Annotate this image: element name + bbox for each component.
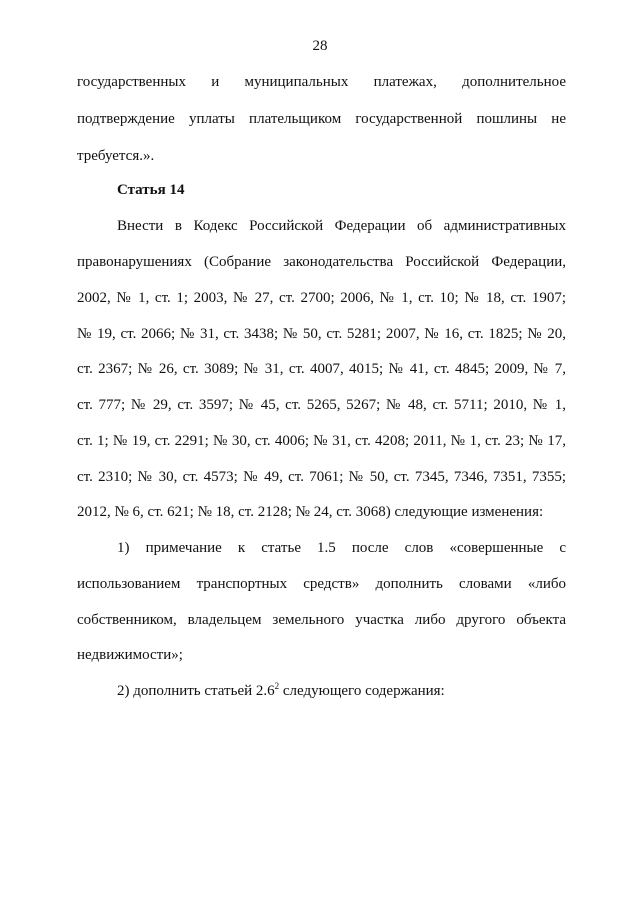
article-line: ст. 2367; № 26, ст. 3089; № 31, ст. 4007, 4015; № 41, ст. 4845; 2009, № 7, [77, 361, 566, 377]
item-1-line: 1) примечание к статье 1.5 после слов «совершенные с [117, 540, 566, 556]
item-2-superscript: 2 [274, 681, 280, 691]
item-2-line [117, 681, 445, 701]
article-line: ст. 777; № 29, ст. 3597; № 45, ст. 5265, 5267; № 48, ст. 5711; 2010, № 1, [77, 397, 566, 413]
item-1-line: недвижимости»; [77, 647, 183, 663]
intro-line-1: государственных и муниципальных платежах, дополнительное [77, 74, 566, 90]
article-line: № 19, ст. 2066; № 31, ст. 3438; № 50, ст. 5281; 2007, № 16, ст. 1825; № 20, [77, 326, 566, 342]
item-2-suffix: следующего содержания: [279, 683, 445, 699]
item-1-line: собственником, владельцем земельного участка либо другого объекта [77, 612, 566, 628]
item-2-prefix: 2) дополнить статьей 2.6 [117, 683, 275, 699]
article-line: правонарушениях (Собрание законодательства Российской Федерации, [77, 254, 566, 270]
article-heading: Статья 14 [117, 182, 185, 198]
item-1-line: использованием транспортных средств» дополнить словами «либо [77, 576, 566, 592]
article-line: 2002, № 1, ст. 1; 2003, № 27, ст. 2700; 2006, № 1, ст. 10; № 18, ст. 1907; [77, 290, 566, 306]
article-line: ст. 2310; № 30, ст. 4573; № 49, ст. 7061; № 50, ст. 7345, 7346, 7351, 7355; [77, 469, 566, 485]
article-line: 2012, № 6, ст. 621; № 18, ст. 2128; № 24, ст. 3068) следующие изменения: [77, 504, 544, 520]
page-number: 28 [312, 38, 328, 54]
intro-line-3: требуется.». [77, 148, 155, 164]
article-line: Внести в Кодекс Российской Федерации об административных [117, 218, 566, 234]
article-line: ст. 1; № 19, ст. 2291; № 30, ст. 4006; № 31, ст. 4208; 2011, № 1, ст. 23; № 17, [77, 433, 566, 449]
intro-line-2: подтверждение уплаты плательщиком государственной пошлины не [77, 111, 566, 127]
